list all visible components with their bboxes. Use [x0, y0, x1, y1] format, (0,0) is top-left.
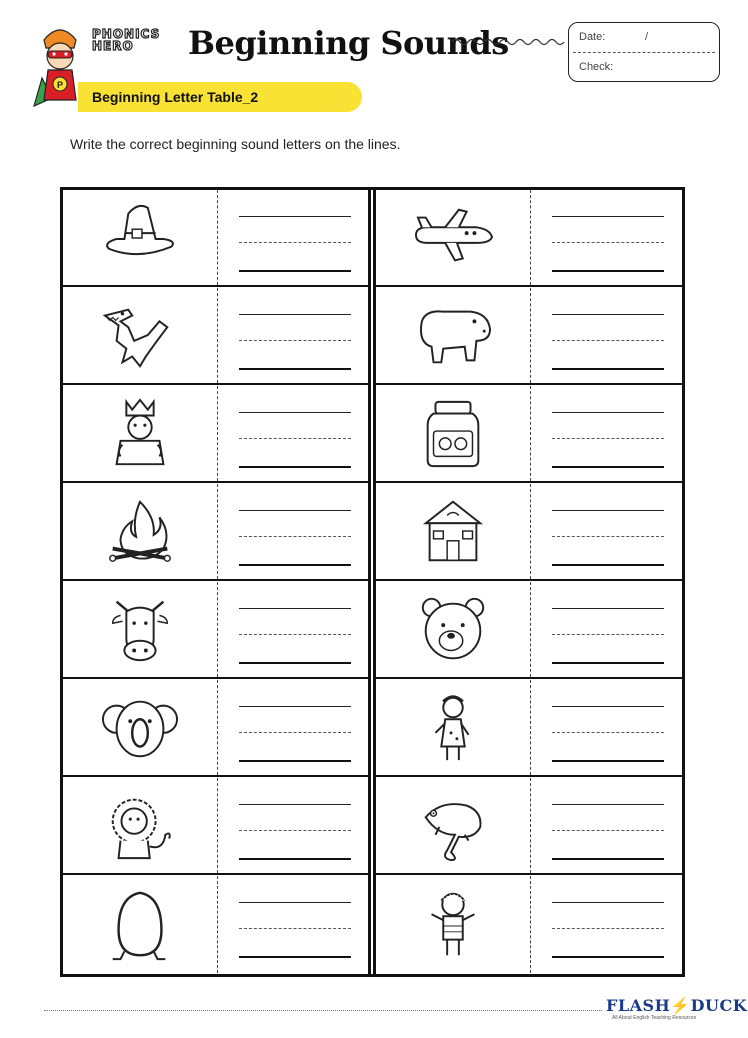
dinosaur-icon [98, 298, 182, 374]
writing-line-base [552, 270, 664, 272]
writing-line-top [552, 314, 664, 315]
table-row [63, 484, 369, 581]
date-field[interactable] [579, 31, 713, 43]
egg-icon [98, 887, 182, 963]
date-label: Date: [579, 31, 606, 43]
writing-line-base [552, 858, 664, 860]
writing-lines[interactable] [239, 484, 351, 579]
hippo-icon [411, 298, 495, 374]
logo-duck: DUCK [690, 996, 748, 1015]
writing-line-mid [552, 928, 664, 929]
writing-line-top [239, 510, 351, 511]
logo-tagline: All About English Teaching Resources [612, 1015, 697, 1021]
writing-line-top [239, 216, 351, 217]
footer-rule [44, 1010, 602, 1011]
picture-cell [63, 876, 218, 973]
decorative-squiggle [452, 36, 566, 48]
writing-line-mid [552, 242, 664, 243]
writing-line-base [552, 760, 664, 762]
writing-lines[interactable] [552, 288, 664, 383]
writing-line-top [552, 216, 664, 217]
table-row [376, 190, 682, 287]
table-row [63, 386, 369, 483]
chameleon-icon [411, 788, 495, 864]
boy-icon [411, 887, 495, 963]
king-icon [98, 396, 182, 472]
table-row [376, 680, 682, 777]
writing-line-mid [552, 438, 664, 439]
table-row [63, 778, 369, 875]
picture-cell [376, 190, 531, 285]
picture-cell [63, 190, 218, 285]
house-icon [411, 494, 495, 570]
table-row [376, 582, 682, 679]
writing-line-mid [239, 732, 351, 733]
writing-lines[interactable] [552, 680, 664, 775]
divider [573, 52, 715, 53]
logo-flash: FLASH [606, 996, 671, 1015]
girl-icon [411, 690, 495, 766]
date-separator: / [645, 31, 649, 43]
page-title: Beginning Sounds [188, 24, 509, 62]
writing-lines[interactable] [239, 680, 351, 775]
picture-cell [376, 288, 531, 383]
table-row [63, 680, 369, 777]
writing-line-base [552, 662, 664, 664]
check-field[interactable] [579, 61, 713, 73]
picture-cell [63, 484, 218, 579]
picture-cell [376, 386, 531, 481]
date-check-box [568, 22, 720, 82]
writing-line-base [239, 270, 351, 272]
writing-line-top [552, 804, 664, 805]
writing-lines[interactable] [552, 876, 664, 973]
brand-logo: PHONICS HERO [92, 27, 161, 53]
writing-line-top [552, 706, 664, 707]
koala-icon [98, 690, 182, 766]
picture-cell [376, 484, 531, 579]
writing-line-top [239, 412, 351, 413]
writing-line-top [239, 608, 351, 609]
writing-line-base [239, 956, 351, 958]
hat-icon [98, 200, 182, 276]
writing-line-mid [239, 340, 351, 341]
right-column [376, 190, 682, 974]
table-row [376, 876, 682, 973]
writing-lines[interactable] [552, 582, 664, 677]
writing-line-top [552, 510, 664, 511]
writing-lines[interactable] [552, 190, 664, 285]
airplane-icon [411, 200, 495, 276]
picture-cell [376, 778, 531, 873]
writing-line-base [239, 466, 351, 468]
instructions: Write the correct beginning sound letters on the lines. [70, 136, 401, 152]
writing-lines[interactable] [552, 778, 664, 873]
svg-text:P: P [57, 80, 64, 90]
writing-line-mid [239, 830, 351, 831]
writing-line-base [552, 564, 664, 566]
subtitle: Beginning Letter Table_2 [92, 89, 259, 105]
writing-line-base [552, 368, 664, 370]
writing-line-top [239, 706, 351, 707]
writing-line-mid [239, 438, 351, 439]
worksheet-table [60, 187, 685, 977]
writing-lines[interactable] [552, 386, 664, 481]
writing-line-base [239, 760, 351, 762]
jam-jar-icon [411, 396, 495, 472]
writing-lines[interactable] [239, 876, 351, 973]
table-row [63, 190, 369, 287]
writing-line-mid [552, 830, 664, 831]
writing-line-base [552, 466, 664, 468]
table-row [376, 386, 682, 483]
center-divider [368, 190, 376, 974]
writing-line-top [239, 902, 351, 903]
table-row [376, 288, 682, 385]
table-row [63, 288, 369, 385]
writing-lines[interactable] [239, 190, 351, 285]
table-row [63, 582, 369, 679]
writing-line-base [239, 368, 351, 370]
writing-lines[interactable] [239, 778, 351, 873]
writing-line-mid [239, 634, 351, 635]
picture-cell [376, 582, 531, 677]
writing-line-base [239, 564, 351, 566]
check-label: Check: [579, 61, 614, 73]
picture-cell [376, 876, 531, 973]
writing-line-top [552, 608, 664, 609]
writing-lines[interactable] [239, 582, 351, 677]
left-column [63, 190, 369, 974]
writing-lines[interactable] [239, 288, 351, 383]
writing-line-base [239, 858, 351, 860]
flash-duck-logo: FLASH⚡DUCK [606, 996, 748, 1015]
lion-icon [98, 788, 182, 864]
writing-line-mid [552, 536, 664, 537]
picture-cell [63, 582, 218, 677]
picture-cell [63, 680, 218, 775]
writing-line-mid [552, 340, 664, 341]
table-row [376, 778, 682, 875]
writing-line-top [239, 314, 351, 315]
picture-cell [63, 288, 218, 383]
picture-cell [376, 680, 531, 775]
writing-line-mid [552, 634, 664, 635]
writing-line-mid [552, 732, 664, 733]
writing-line-top [552, 412, 664, 413]
writing-line-top [552, 902, 664, 903]
table-row [63, 876, 369, 973]
fire-icon [98, 494, 182, 570]
writing-line-base [239, 662, 351, 664]
writing-line-top [239, 804, 351, 805]
bear-icon [411, 592, 495, 668]
writing-line-mid [239, 242, 351, 243]
writing-lines[interactable] [552, 484, 664, 579]
writing-lines[interactable] [239, 386, 351, 481]
cow-icon [98, 592, 182, 668]
writing-line-mid [239, 928, 351, 929]
picture-cell [63, 778, 218, 873]
writing-line-mid [239, 536, 351, 537]
writing-line-base [552, 956, 664, 958]
table-row [376, 484, 682, 581]
picture-cell [63, 386, 218, 481]
